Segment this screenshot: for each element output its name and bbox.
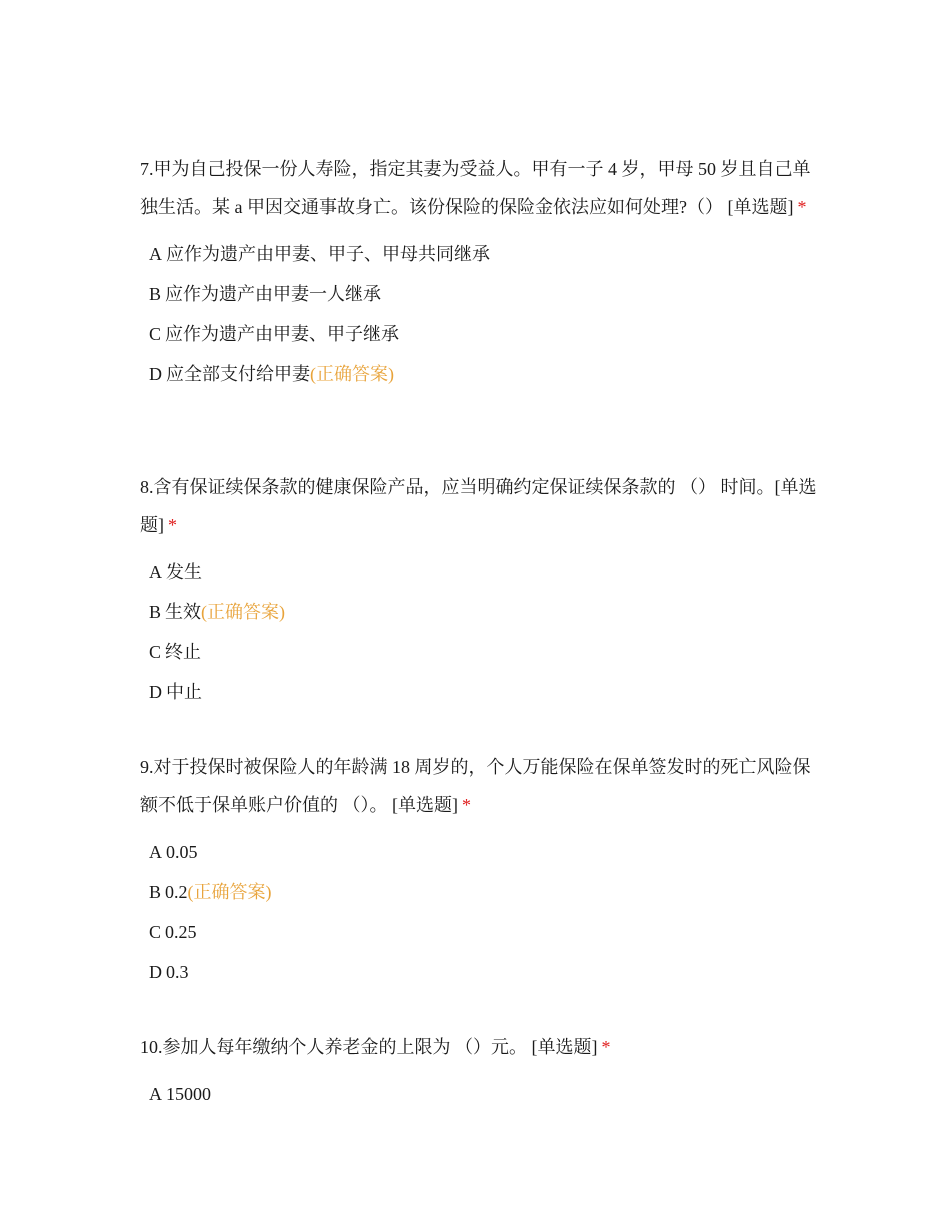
option-c[interactable]: C 0.25 [149,922,197,942]
option-d[interactable]: D 应全部支付给甲妻(正确答案) [149,364,394,384]
correct-answer-tag: (正确答案) [201,602,286,622]
question-10 [140,1028,820,1114]
option-list [140,832,820,992]
option-b[interactable]: B 生效(正确答案) [149,602,286,622]
required-mark: * [601,1037,611,1057]
option-d[interactable]: D 中止 [149,682,202,702]
option-a[interactable]: A 15000 [149,1084,211,1104]
required-mark: * [797,197,807,217]
question-text: 7.甲为自己投保一份人寿险，指定其妻为受益人。甲有一子 4 岁，甲母 50 岁且自己单独生活。某 a 甲因交通事故身亡。该份保险的保险金依法应如何处理?（） [单选题] * [140,159,811,217]
question-text: 8.含有保证续保条款的健康保险产品，应当明确约定保证续保条款的 （） 时间。[单选题] * [140,477,817,535]
question-9 [140,748,820,992]
option-c[interactable]: C 终止 [149,642,202,662]
question-7 [140,150,820,394]
required-mark: * [168,515,177,535]
correct-answer-tag: (正确答案) [187,882,272,902]
option-list [140,552,820,712]
question-text: 10.参加人每年缴纳个人养老金的上限为 （）元。 [单选题] * [140,1037,611,1057]
question-8 [140,468,820,712]
question-text: 9.对于投保时被保险人的年龄满 18 周岁的，个人万能保险在保单签发时的死亡风险保额不低于保单账户价值的 （）。 [单选题] * [140,757,811,815]
option-a[interactable]: A 应作为遗产由甲妻、甲子、甲母共同继承 [149,244,490,264]
option-a[interactable]: A 发生 [149,562,202,582]
option-list [140,234,820,394]
required-mark: * [462,795,471,815]
option-b[interactable]: B 0.2(正确答案) [149,882,272,902]
option-b[interactable]: B 应作为遗产由甲妻一人继承 [149,284,382,304]
option-list [140,1074,820,1114]
correct-answer-tag: (正确答案) [310,364,394,384]
option-c[interactable]: C 应作为遗产由甲妻、甲子继承 [149,324,400,344]
option-d[interactable]: D 0.3 [149,962,189,982]
option-a[interactable]: A 0.05 [149,842,198,862]
